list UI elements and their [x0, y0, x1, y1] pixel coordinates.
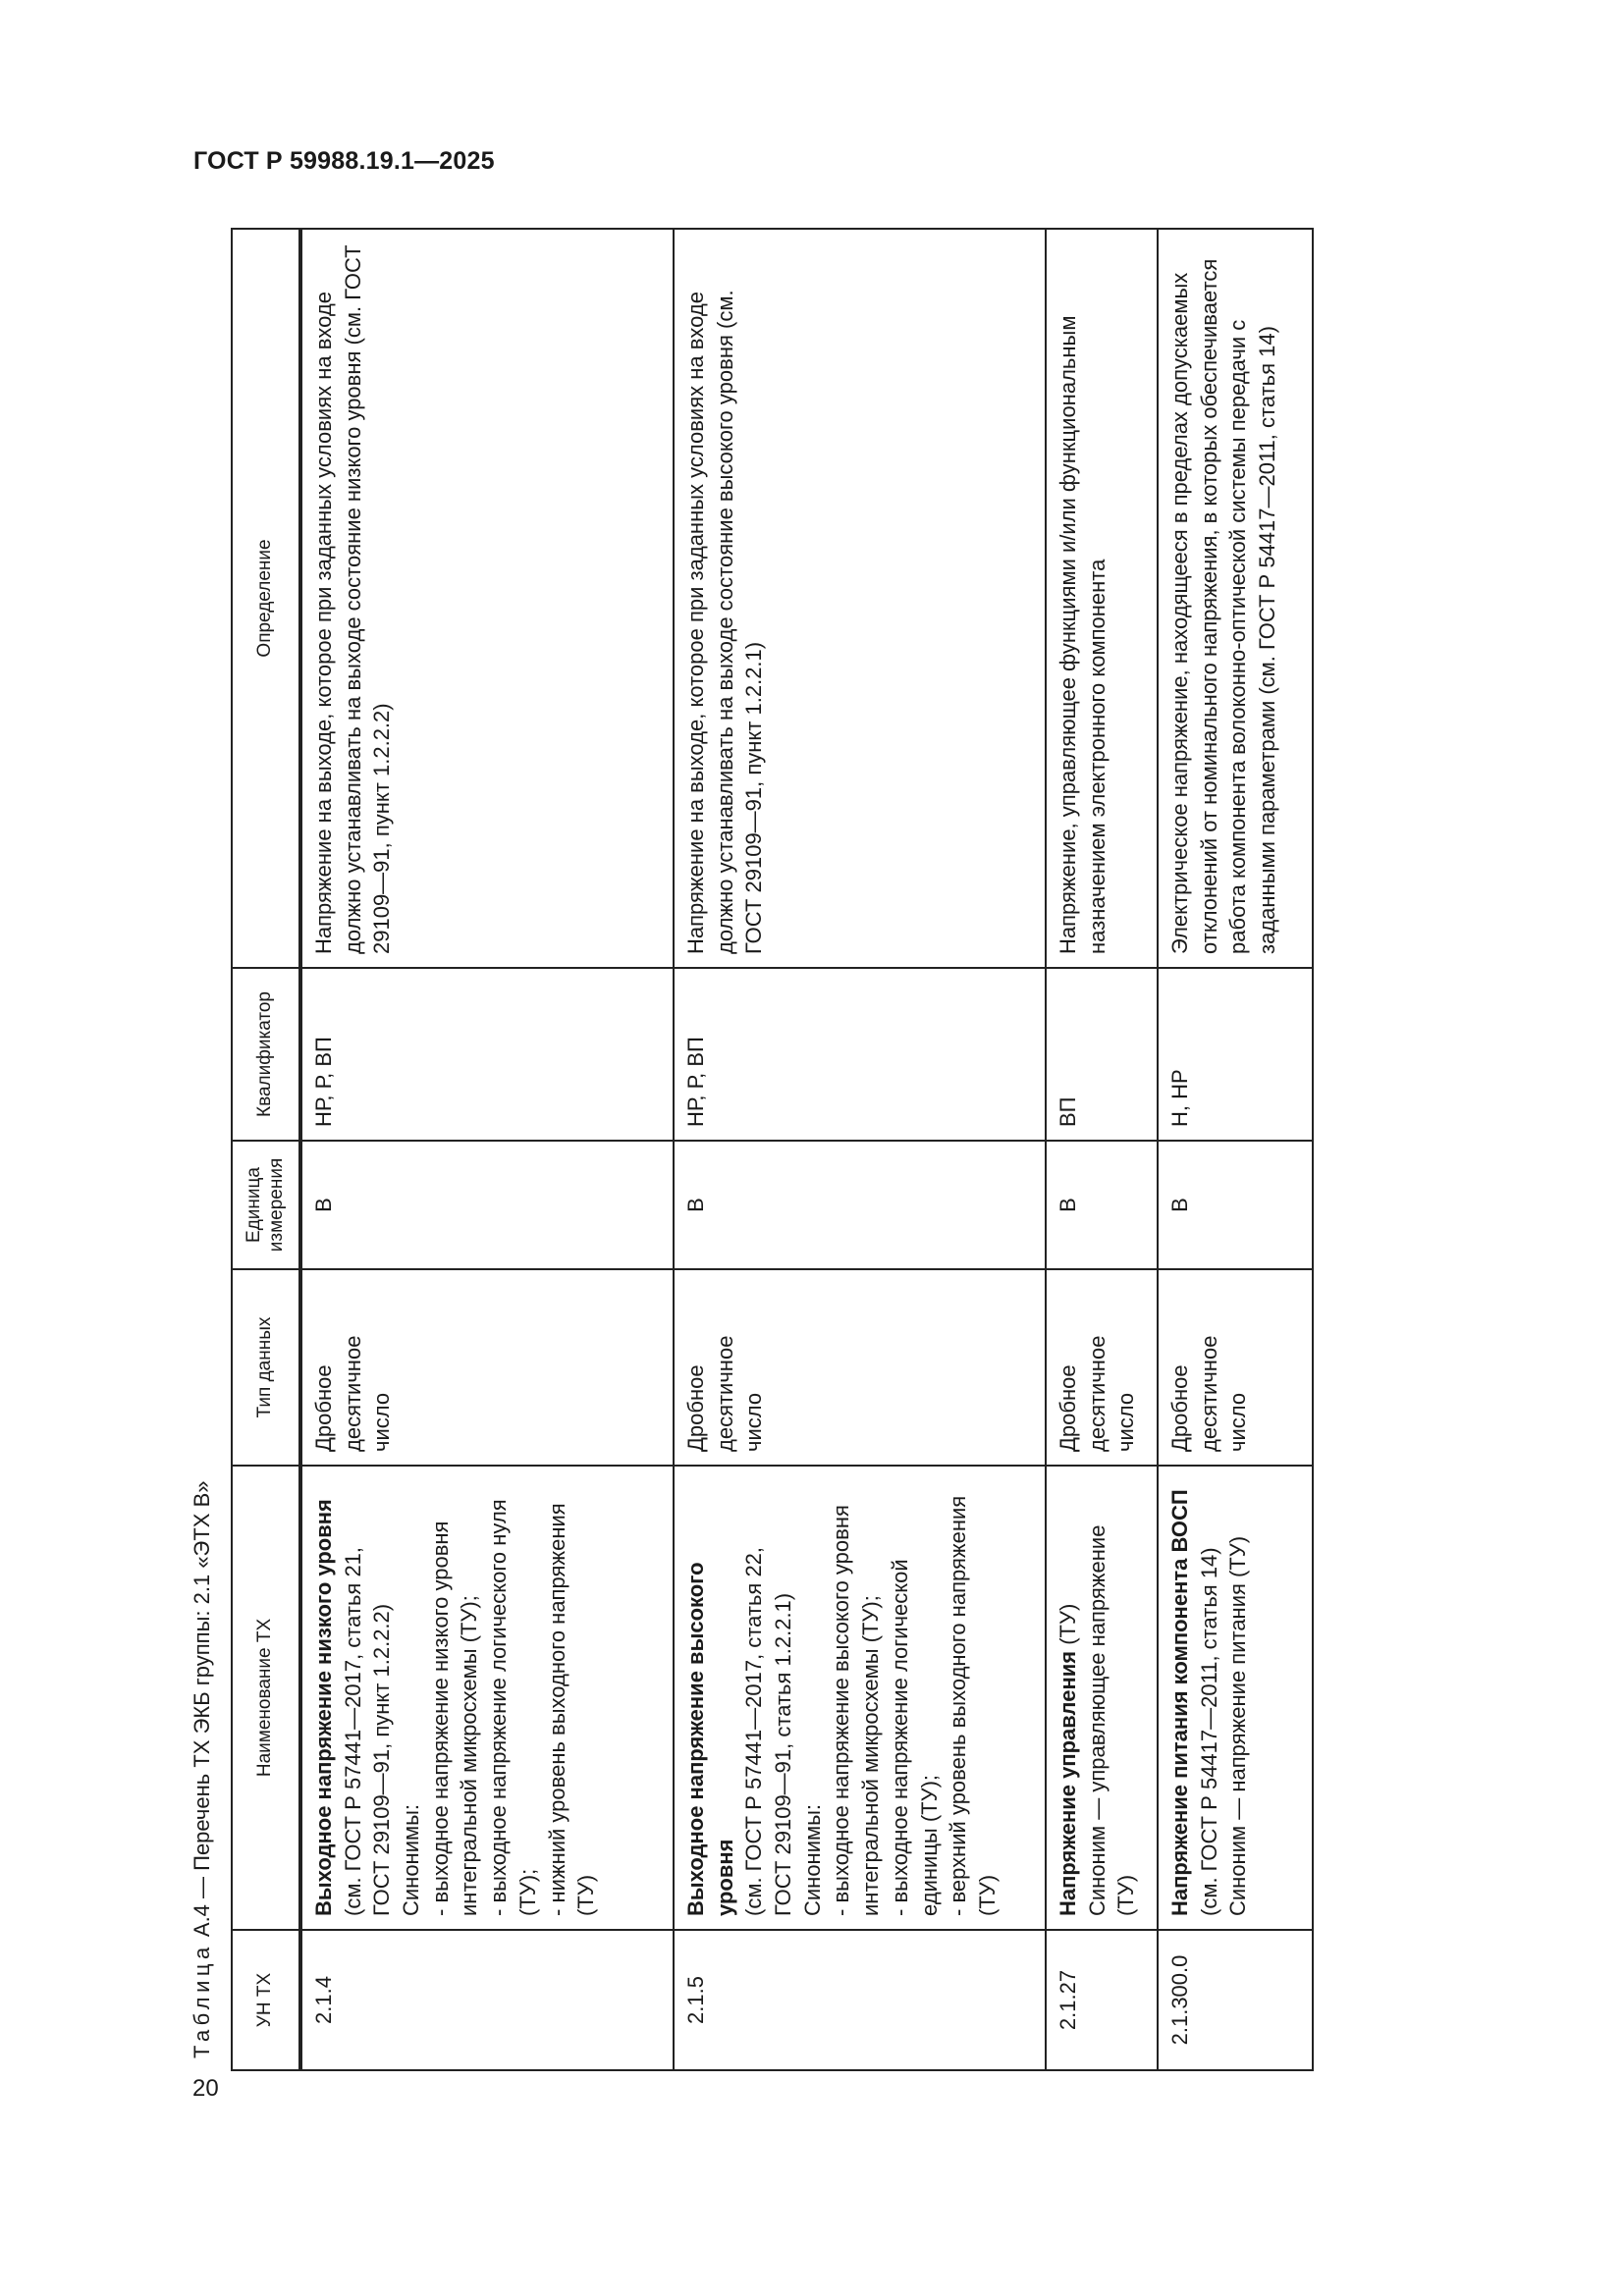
name-line: ГОСТ 29109—91, статья 1.2.2.1): [771, 1592, 796, 1916]
name-line: Синонимы:: [799, 1803, 825, 1916]
cell-qualifier: ВП: [1046, 968, 1158, 1141]
cell-type: Дробное десятичное число: [674, 1269, 1046, 1466]
cell-unit: В: [1158, 1141, 1313, 1269]
rotated-table-area: [182, 0, 1340, 2071]
cell-name: [300, 1466, 674, 1930]
cell-qualifier: НР, Р, ВП: [300, 968, 674, 1141]
page-number: 20: [192, 2075, 219, 2102]
table-caption-label: Таблица: [189, 1943, 214, 2058]
characteristics-table: [231, 228, 1314, 2071]
cell-type: Дробное десятичное число: [300, 1269, 674, 1466]
cell-code: 2.1.4: [300, 1930, 674, 2070]
cell-definition: Напряжение на выходе, которое при заданных условиях на входе должно устанавливать на выходе состояние высокого уровня (см. ГОСТ 29109—91, пункт 1.2.2.1): [674, 229, 1046, 968]
name-line: Синоним — напряжение питания (ТУ): [1225, 1535, 1251, 1916]
cell-code: 2.1.27: [1046, 1930, 1158, 2070]
header-definition: Определение: [232, 229, 300, 968]
cell-type: Дробное десятичное число: [1158, 1269, 1313, 1466]
table-row: [1158, 229, 1313, 2070]
name-title: Напряжение управления: [1056, 1650, 1080, 1916]
document-header: ГОСТ Р 59988.19.1—2025: [193, 147, 495, 175]
cell-qualifier: Н, НР: [1158, 968, 1313, 1141]
cell-name: [1046, 1466, 1158, 1930]
table-row: [674, 229, 1046, 2070]
table-row: [1046, 229, 1158, 2070]
cell-unit: В: [674, 1141, 1046, 1269]
table-row: [300, 229, 674, 2070]
name-line: - выходное напряжение логической единицы (ТУ);: [887, 1559, 942, 1916]
cell-unit: В: [1046, 1141, 1158, 1269]
name-title: Выходное напряжение низкого уровня: [311, 1499, 336, 1916]
cell-qualifier: НР, Р, ВП: [674, 968, 1046, 1141]
header-qualifier: Квалификатор: [232, 968, 300, 1141]
name-line: (см. ГОСТ Р 57441—2017, статья 21,: [340, 1546, 365, 1916]
cell-type: Дробное десятичное число: [1046, 1269, 1158, 1466]
cell-code: 2.1.300.0: [1158, 1930, 1313, 2070]
name-line: Синоним — управляющее напряжение (ТУ): [1084, 1524, 1139, 1916]
name-line: - выходное напряжение низкого уровня интегральной микросхемы (ТУ);: [427, 1521, 482, 1916]
cell-definition: Напряжение на выходе, которое при заданных условиях на входе должно устанавливать на выходе состояние низкого уровня (см. ГОСТ 29109—91, пункт 1.2.2.2): [300, 229, 674, 968]
name-line: - выходное напряжение высокого уровня интегральной микросхемы (ТУ);: [829, 1505, 884, 1916]
header-unit: Единица измерения: [232, 1141, 300, 1269]
cell-unit: В: [300, 1141, 674, 1269]
table-header-row: [232, 229, 300, 2070]
table-caption-text: А.4 — Перечень ТХ ЭКБ группы: 2.1 «ЭТХ В»: [189, 1480, 214, 1938]
name-line: (см. ГОСТ Р 54417—2011, статья 14): [1196, 1547, 1221, 1916]
name-line: - выходное напряжение логического нуля (ТУ);: [486, 1499, 540, 1916]
name-line: - нижний уровень выходного напряжения (ТУ): [544, 1503, 599, 1916]
cell-name: [1158, 1466, 1313, 1930]
name-line: ГОСТ 29109—91, пункт 1.2.2.2): [369, 1603, 395, 1916]
header-name: Наименование ТХ: [232, 1466, 300, 1930]
name-title-suffix: (ТУ): [1056, 1603, 1080, 1651]
table-caption: [189, 1480, 215, 2058]
cell-definition: Напряжение, управляющее функциями и/или функциональным назначением электронного компонента: [1046, 229, 1158, 968]
header-code: УН ТХ: [232, 1930, 300, 2070]
name-line: (см. ГОСТ Р 57441—2017, статья 22,: [741, 1546, 767, 1916]
name-title: Выходное напряжение высокого уровня: [683, 1562, 737, 1916]
cell-name: [674, 1466, 1046, 1930]
header-type: Тип данных: [232, 1269, 300, 1466]
name-line: Синонимы:: [399, 1803, 424, 1916]
cell-code: 2.1.5: [674, 1930, 1046, 2070]
name-line: - верхний уровень выходного напряжения (ТУ): [946, 1495, 1000, 1916]
cell-definition: Электрическое напряжение, находящееся в пределах допускаемых отклонений от номинального напряжения, в которых обеспечивается работа компонента волоконно-оптической системы передачи с заданными параметрами (см. ГОСТ Р 54417—2011, статья 14): [1158, 229, 1313, 968]
name-title-line: [1054, 1479, 1083, 1916]
name-title: Напряжение питания компонента ВОСП: [1167, 1489, 1192, 1916]
